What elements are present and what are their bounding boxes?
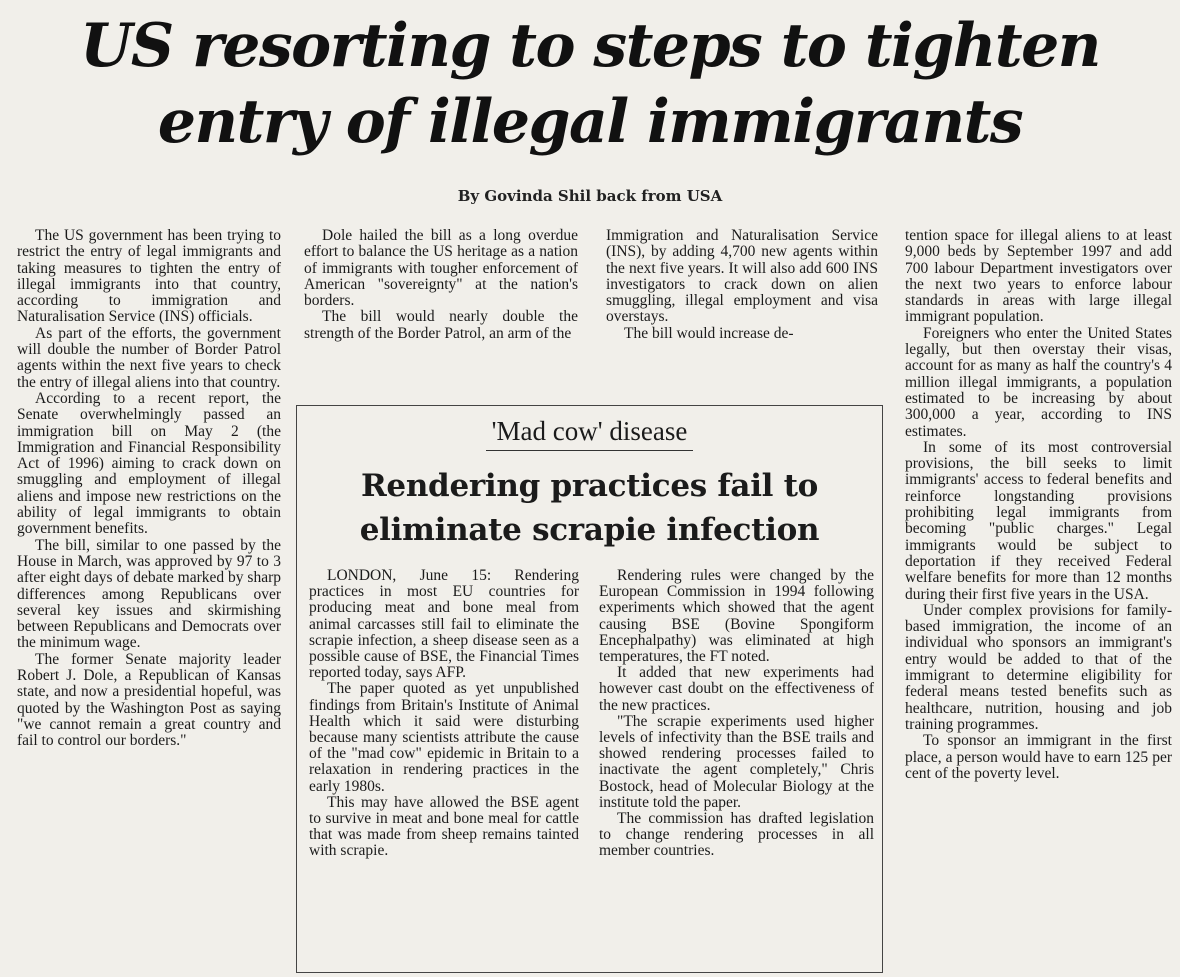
paragraph: As part of the efforts, the government will double the number of Border Patrol agents within the next five years to check the entry of illegal aliens into that country. xyxy=(17,324,281,391)
paragraph: The bill would nearly double the strength of the Border Patrol, an arm of the xyxy=(304,308,578,342)
paragraph: To sponsor an immigrant in the first place, a person would have to earn 125 per cent of the poverty level. xyxy=(905,732,1172,782)
paragraph: Foreigners who enter the United States legally, but then overstay their visas, account for as many as half the country's 4 million illegal immigrants, a population estimated to be increasing by about 300,000 a year, according to INS estimates. xyxy=(905,324,1172,440)
paragraph: Rendering rules were changed by the European Commission in 1994 following experiments which showed that the agent causing BSE (Bovine Spongiform Encephalpathy) was eliminated at high temperatures, the FT noted. xyxy=(599,567,874,666)
paragraph: The bill, similar to one passed by the House in March, was approved by 97 to 3 after eight days of debate marked by sharp differences among Republicans over several key issues and skirmishing between Republicans and Democrats over the minimum wage. xyxy=(17,536,281,652)
paragraph: Under complex provisions for family-based immigration, the income of an individual who sponsors an immigrant's entry would be added to that of the immigrant to determine eligibility for federal means tested benefits such as healthcare, nutrition, housing and job training programmes. xyxy=(905,601,1172,733)
paragraph: LONDON, June 15: Rendering practices in most EU countries for producing meat and bone meal from animal carcasses still fail to eliminate the scrapie infection, a sheep disease seen as a possible cause of BSE, the Financial Times reported today, says AFP. xyxy=(309,567,579,682)
article-column-2 xyxy=(304,228,578,396)
sidebar-kicker: 'Mad cow' disease xyxy=(486,414,694,451)
paragraph: Immigration and Naturalisation Service (INS), by adding 4,700 new agents within the next five years. It will also add 600 INS investigators to crack down on alien smuggling, illegal employment and visa overstays. xyxy=(606,227,878,326)
sidebar-column-1 xyxy=(309,568,579,968)
article-headline: US resorting to steps to tighten entry of illegal immigrants xyxy=(80,11,1100,157)
paragraph: The commission has drafted legislation to change rendering processes in all member countries. xyxy=(599,810,874,860)
sidebar-headline: Rendering practices fail to eliminate scrapie infection xyxy=(359,468,820,548)
article-column-3 xyxy=(606,228,878,378)
article-column-1 xyxy=(17,228,281,973)
paragraph: The US government has been trying to restrict the entry of legal immigrants and taking measures to tighten the entry of illegal immigrants into that country, according to immigration and Naturalisation Service (INS) officials. xyxy=(17,227,281,326)
sidebar-kicker-wrap xyxy=(297,414,882,451)
paragraph: The paper quoted as yet unpublished findings from Britain's Institute of Animal Health which it said were disturbing because many scientists attribute the cause of the "mad cow" epidemic in Britain to a relaxation in rendering practices in the early 1980s. xyxy=(309,680,579,795)
sidebar-column-2 xyxy=(599,568,874,968)
paragraph: The bill would increase de- xyxy=(624,324,794,342)
paragraph: tention space for illegal aliens to at least 9,000 beds by September 1997 and add 700 labour Department investigators over the next two years to enforce labour standards in areas with large illegal immigrant population. xyxy=(905,227,1172,326)
article-column-4 xyxy=(905,228,1172,973)
article-byline: By Govinda Shil back from USA xyxy=(457,187,723,205)
sidebar-story-box xyxy=(296,405,883,973)
paragraph: Dole hailed the bill as a long overdue effort to balance the US heritage as a nation of immigrants with tougher enforcement of American "sovereignty" at the nation's borders. xyxy=(304,227,578,310)
paragraph: "The scrapie experiments used higher levels of infectivity than the BSE trails and showed rendering processes failed to inactivate the agent completely," Chris Bostock, head of Molecular Biology at the institute told the paper. xyxy=(599,712,874,811)
paragraph: The former Senate majority leader Robert J. Dole, a Republican of Kansas state, and now a presidential hopeful, was quoted by the Washington Post as saying "we cannot remain a great country and fail to control our borders." xyxy=(17,650,281,750)
paragraph: It added that new experiments had however cast doubt on the effectiveness of the new practices. xyxy=(599,664,874,714)
paragraph: In some of its most controversial provisions, the bill seeks to limit immigrants' access to federal benefits and reinforce longstanding provisions prohibiting legal immigrants from becoming "public charges." Legal immigrants would be subject to deportation if they received Federal welfare benefits for more than 12 months during their first five years in the USA. xyxy=(905,438,1172,603)
paragraph: This may have allowed the BSE agent to survive in meat and bone meal for cattle that was made from sheep remains tainted with scrapie. xyxy=(309,793,579,860)
paragraph: According to a recent report, the Senate overwhelmingly passed an immigration bill on May 2 (the Immigration and Financial Responsibility Act of 1996) aiming to crack down on smuggling and employment of illegal aliens and impose new restrictions on the ability of legal immigrants to obtain government benefits. xyxy=(17,389,281,538)
